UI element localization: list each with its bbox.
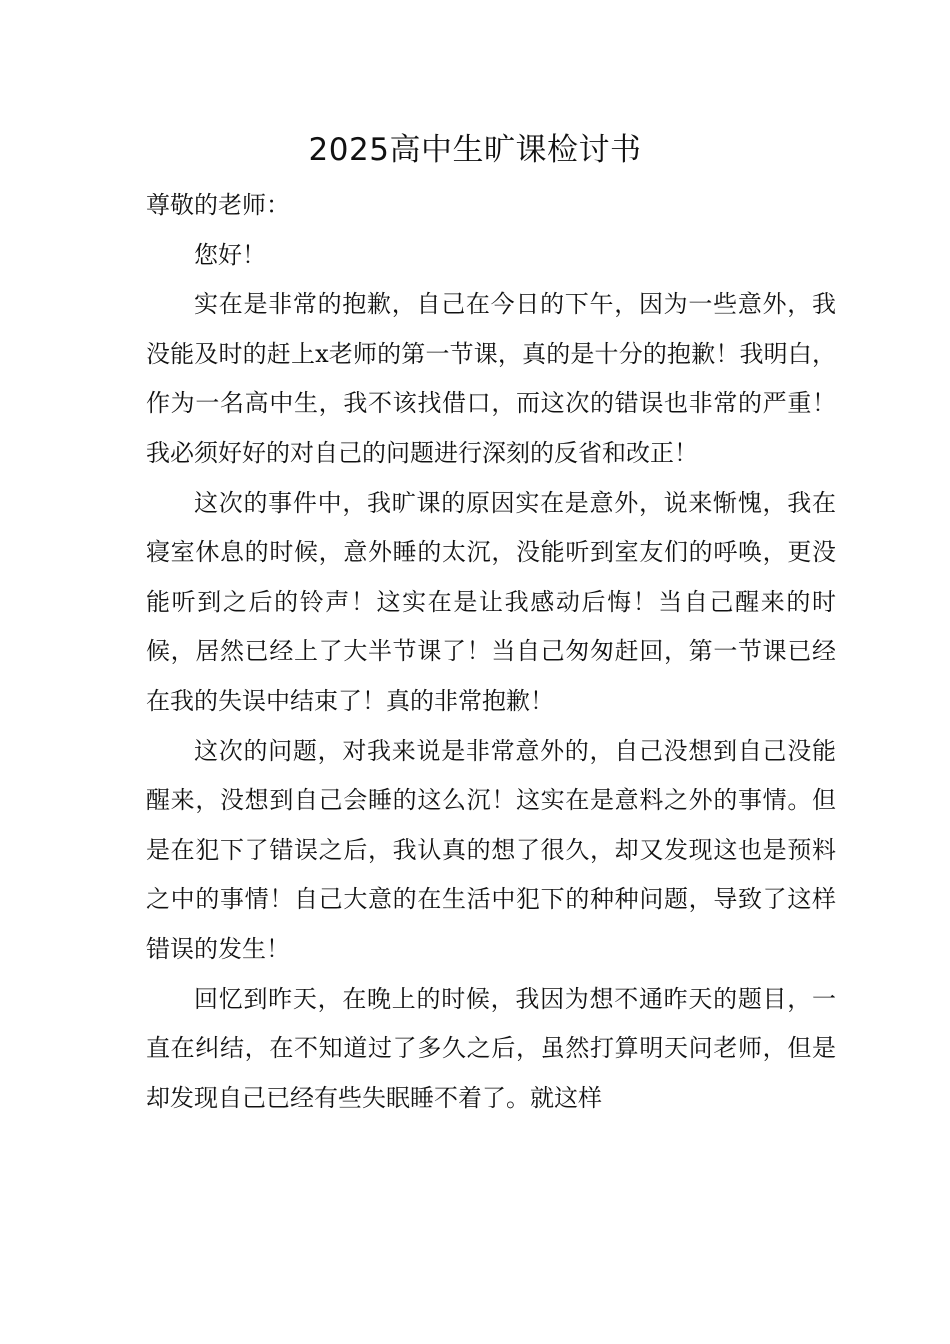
paragraph-reflection: 这次的问题，对我来说是非常意外的，自己没想到自己没能醒来，没想到自己会睡的这么沉！这实在是意料之外的事情。但是在犯下了错误之后，我认真的想了很久，却又发现这也是预料之中的事情！自己大意的在生活中犯下的种种问题，导致了这样错误的发生！ bbox=[146, 736, 836, 963]
salutation: 尊敬的老师： bbox=[146, 191, 290, 219]
paragraph-recollection: 回忆到昨天，在晚上的时候，我因为想不通昨天的题目，一直在纠结，在不知道过了多久之后，虽然打算明天问老师，但是却发现自己已经有些失眠睡不着了。就这样 bbox=[146, 984, 836, 1112]
document-title: 2025高中生旷课检讨书 bbox=[308, 132, 642, 168]
paragraph-cause: 这次的事件中，我旷课的原因实在是意外，说来惭愧，我在寝室休息的时候，意外睡的太沉，没能听到室友们的呼唤，更没能听到之后的铃声！这实在是让我感动后悔！当自己醒来的时候，居然已经上了大半节课了！当自己匆匆赶回，第一节课已经在我的失误中结束了！真的非常抱歉！ bbox=[146, 488, 836, 715]
paragraph-apology: 实在是非常的抱歉，自己在今日的下午，因为一些意外，我没能及时的赶上x老师的第一节课，真的是十分的抱歉！我明白，作为一名高中生，我不该找借口，而这次的错误也非常的严重！我必须好好的对自己的问题进行深刻的反省和改正！ bbox=[146, 290, 836, 467]
greeting: 您好！ bbox=[194, 240, 266, 269]
document-body bbox=[146, 181, 836, 1123]
